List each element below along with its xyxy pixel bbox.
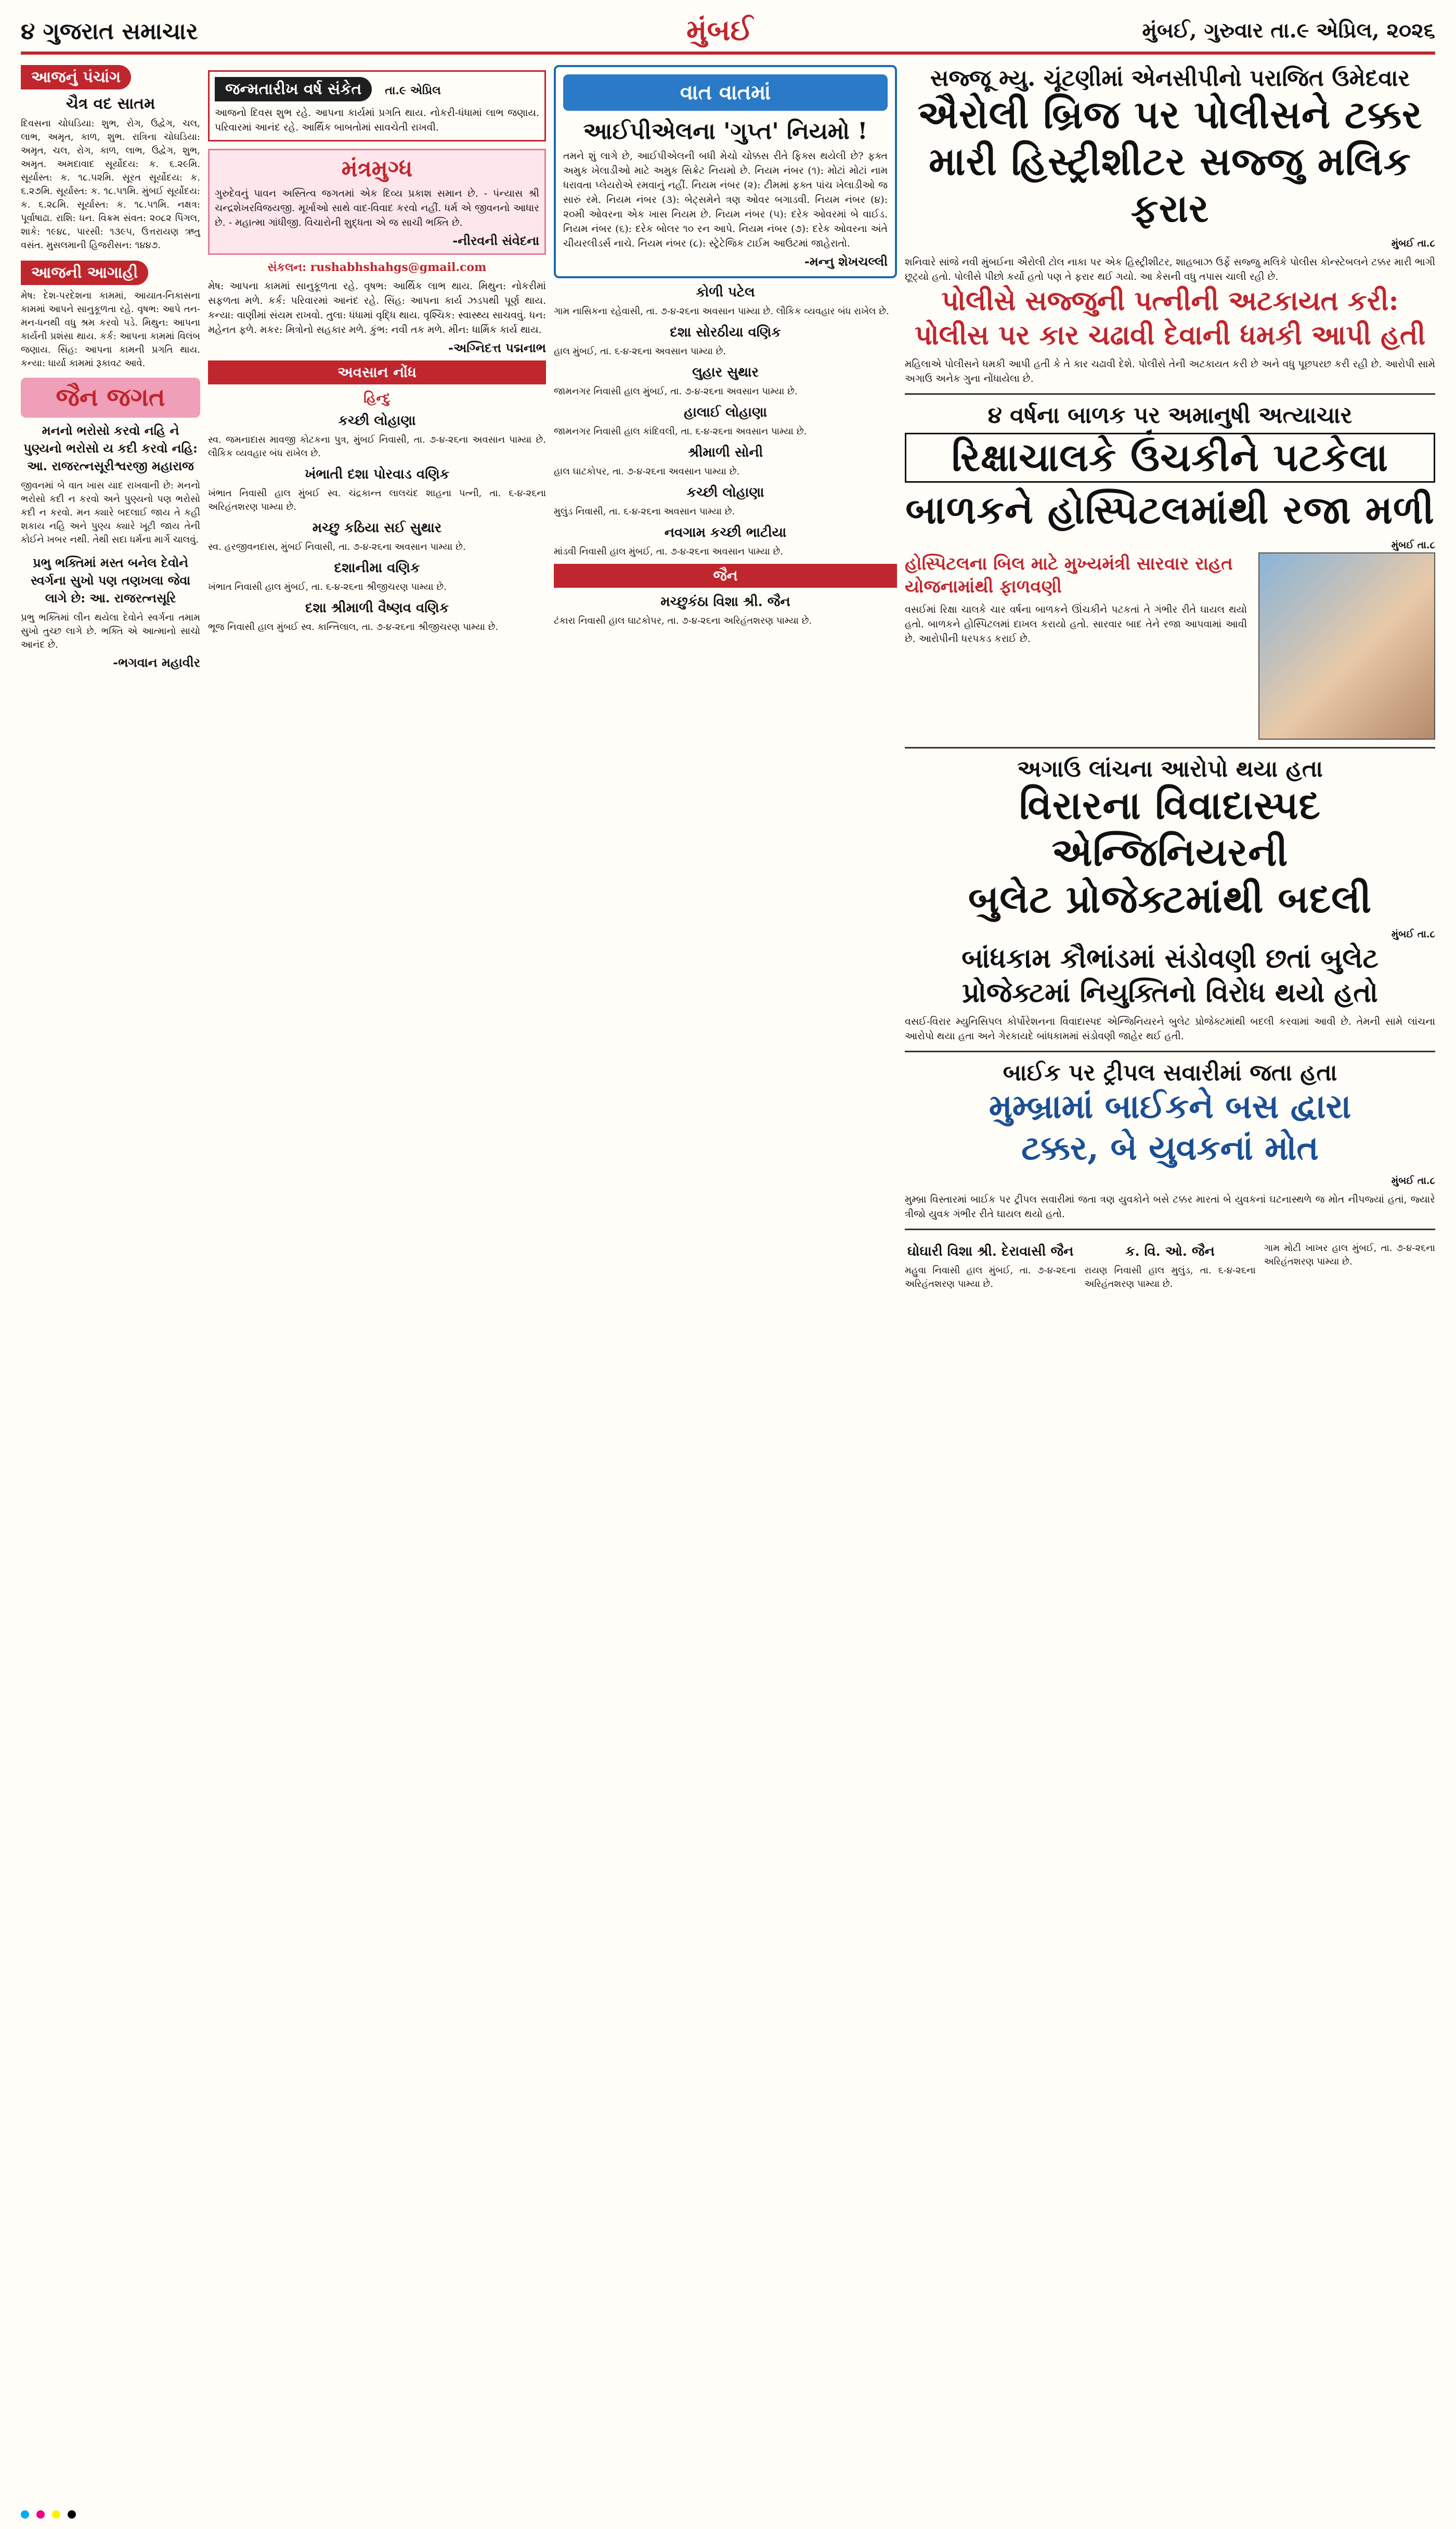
janma-text: આજનો દિવસ શુભ રહે. આપના કાર્યમાં પ્રગતિ થાય. નોકરી-ધંધામાં લાભ જણાય. પરિવારમાં આનંદ રહે. આર્થિક બાબતોમાં સાવચેતી રાખવી. <box>215 107 539 133</box>
obit-head-12: નવગામ કચ્છી ભાટીયા <box>664 525 787 540</box>
janma-tab: જન્મતારીખ વર્ષ સંકેત <box>215 77 372 101</box>
obit-text-12: માંડવી નિવાસી હાલ મુંબઈ, તા. ૭-૪-૨૬ના અવસાન પામ્યા છે. <box>554 546 784 557</box>
obit-head-5: દશા શ્રીમાળી વૈષ્ણવ વણિક <box>305 600 449 616</box>
kicker-1: સજ્જૂ મ્યુ. ચૂંટણીમાં એનસીપીનો પરાજિત ઉમેદવાર <box>930 65 1410 92</box>
agahi-tab: આજની આગાહી <box>21 261 148 285</box>
vat-text: તમને શું લાગે છે, આઈપીએલની બધી મેચો ચોક્કસ રીતે ફિક્સ થયેલી છે? ફક્ત અમુક ખેલાડીઓ માટે અમુક સિક્રેટ નિયમો છે. નિયમ નંબર (૧): મોટાં મોટાં નામ ધરાવતા પ્લેયરોએ રમવાનું નહીં. નિયમ નંબર (૨): ટીમમાં ફક્ત પાંચ ખેલાડીઓ જ સારું રમે. નિયમ નંબર (૩): બેટ્સમેને ત્રણ ઓવર બગાડવી. નિયમ નંબર (૪): ૨૦મી ઓવરના એક ખાસ નિયમ છે. નિયમ નંબર (૫): દરેક ઓવરમાં બે વાઈડ. નિયમ નંબર (૬): દરેક બોલર ૧૦ રન આપે. નિયમ નંબર (૭): દરેક ઓવરના અંતે ચીયરલીડર્સ નાચે. નિયમ નંબર (૮): સ્ટ્રેટેજિક ટાઈમ આઉટમાં જાહેરાતો. <box>563 150 888 249</box>
obit-row <box>905 1237 1435 1291</box>
child-photo <box>1258 552 1435 740</box>
obit-head-4: દશાનીમા વણિક <box>334 560 420 576</box>
divider-2 <box>905 747 1435 749</box>
vat-headline: આઈપીએલના 'ગુપ્ત' નિયમો ! <box>583 118 868 145</box>
column-news <box>905 65 1435 2498</box>
obit-text-8: જામનગર નિવાસી હાલ મુંબઈ, તા. ૭-૪-૨૬ના અવસાન પામ્યા છે. <box>554 386 798 397</box>
obit-text-2: ખંભાત નિવાસી હાલ મુંબઈ સ્વ. ચંદ્રકાન્ત લાલચંદ શાહના પત્ની, તા. ૬-૪-૨૬ના અરિહંતશરણ પામ્યા છે. <box>208 488 546 512</box>
magenta-mark <box>36 2510 45 2519</box>
story-1b: મહિલાએ પોલીસને ધમકી આપી હતી કે તે કાર ચઢાવી દેશે. પોલીસે તેની અટકાયત કરી છે અને વધુ પૂછપરછ કરી રહી છે. આરોપી સામે અગાઉ અનેક ગુના નોંધાયેલા છે. <box>905 358 1435 384</box>
masthead <box>21 13 1435 55</box>
jain-text-2: પ્રભુ ભક્તિમાં લીન થયેલા દેવોને સ્વર્ગના તમામ સુખો તુચ્છ લાગે છે. ભક્તિ એ આત્માનો સાચો આનંદ છે. <box>21 612 200 650</box>
column-horoscope <box>208 65 546 2498</box>
jain-text: જીવનમાં બે વાત ખાસ યાદ રાખવાની છે: મનનો ભરોસો કદી ન કરવો અને પુણ્યનો પણ ભરોસો કદી ન કરવો. મન ક્યારે બદલાઈ જાય તે કહી શકાય નહિ અને પુણ્ય ક્યારે ખૂટી જાય તેની કોઈને ખબર નથી. તેથી સદા ધર્મના માર્ગે ચાલવું. <box>21 480 200 545</box>
janma-date: તા.૯ એપ્રિલ <box>385 84 441 97</box>
obit-head-13: મચ્છુકંઠા વિશા શ્રી. જૈન <box>660 594 790 610</box>
obit-text-16: ગામ મોટી ખાખર હાલ મુંબઈ, તા. ૭-૪-૨૬ના અરિહંતશરણ પામ્યા છે. <box>1264 1243 1435 1267</box>
obit-head-14: ઘોઘારી વિશા શ્રી. દેરાવાસી જૈન <box>907 1244 1074 1259</box>
obit-head-2: ખંભાતી દશા પોરવાડ વણિક <box>304 467 450 482</box>
obit-text-11: મુલુંડ નિવાસી, તા. ૬-૪-૨૬ના અવસાન પામ્યા છે. <box>554 506 735 517</box>
agahi-text: મેષ: દેશ-પરદેશના કામમાં, આયાત-નિકાસના કામમાં આપને સાનુકૂળતા રહે. વૃષભ: આપે તન-મન-ધનથી વધુ શ્રમ કરવો પડે. મિથુન: આપના કાર્યની પ્રશંસા થાય. કર્ક: આપના કામમાં વિલંબ જણાય. સિંહ: આપના કામની પ્રગતિ થાય. કન્યા: ધાર્યા કામમાં રૂકાવટ આવે. <box>21 290 200 369</box>
headline-3-line-1: વિરારના વિવાદાસ્પદ એન્જિનિયરની <box>1019 783 1321 875</box>
obit-head-8: લુહાર સુથાર <box>692 365 759 380</box>
vat-vatma-banner: વાત વાતમાં <box>563 74 888 111</box>
dateline-3: મુંબઈ તા.૮ <box>1391 928 1435 940</box>
jain-headline: મનનો ભરોસો કરવો નહિ ને પુણ્યનો ભરોસો ય કદી કરવો નહિ: આ. રાજરત્નસૂરીશ્વરજી મહારાજ <box>23 423 198 473</box>
obit-text-10: હાલ ઘાટકોપર, તા. ૭-૪-૨૬ના અવસાન પામ્યા છે. <box>554 466 740 477</box>
panchang-text: દિવસના ચોઘડિયા: શુભ, રોગ, ઉદ્વેગ, ચલ, લાભ, અમૃત, કાળ, શુભ. રાત્રિના ચોઘડિયા: અમૃત, ચલ, રોગ, કાળ, લાભ, ઉદ્વેગ, શુભ, અમૃત. અમદાવાદ સૂર્યોદય: ક. ૬.૨૯મિ. સૂર્યાસ્ત: ક. ૧૮.૫૨મિ. સૂરત સૂર્યોદય: ક. ૬.૨૭મિ. સૂર્યાસ્ત: ક. ૧૮.૫૧મિ. મુંબઈ સૂર્યોદય: ક. ૬.૨૮મિ. સૂર્યાસ્ત: ક. ૧૮.૫૧મિ. નક્ષત્ર: પૂર્વાષાઢા. રાશિ: ધન. વિક્રમ સંવત: ૨૦૮૨ પિંગલ, શાકે: ૧૯૪૮, પારસી: ૧૩૯૫, ઉત્તરાયણ ઋતુ વસંત. મુસલમાની હિજરીસન: ૧૪૪૭. <box>21 118 200 251</box>
mantra-title: મંત્રમુગ્ધ <box>341 156 413 182</box>
print-registration-marks <box>21 2510 1435 2519</box>
jain-signature: -ભગવાન મહાવીર <box>113 655 200 670</box>
obit-text-6: ગામ નાસિકના રહેવાસી, તા. ૭-૪-૨૬ના અવસાન પામ્યા છે. લૌકિક વ્યવહાર બંધ રાખેલ છે. <box>554 306 889 317</box>
story-4: મુમ્બ્રા વિસ્તારમાં બાઈક પર ટ્રીપલ સવારીમાં જતા ત્રણ યુવકોને બસે ટક્કર મારતાં બે યુવકનાં ઘટનાસ્થળે જ મોત નીપજ્યાં હતાં, જ્યારે ત્રીજો યુવક ગંભીર રીતે ઘાયલ થયો હતો. <box>905 1194 1435 1220</box>
obit-head-11: કચ્છી લોહાણા <box>686 485 764 500</box>
dateline-2: મુંબઈ તા.૮ <box>1391 539 1435 551</box>
story-2-block <box>905 552 1435 740</box>
obit-head-3: મચ્છુ કઠિયા સઈ સુથાર <box>312 520 442 536</box>
story-1: શનિવારે સાંજે નવી મુંબઈના ઐરોલી ટોલ નાકા પર એક હિસ્ટ્રીશીટર, શાહબાઝ ઉર્ફે સજ્જુ મલિકે પોલીસ કોન્સ્ટેબલને ટક્કર મારી ભાગી છૂટ્યો હતો. પોલીસે પીછો કર્યો હતો પણ તે ફરાર થઈ ગયો. આ કેસની વધુ તપાસ ચાલી રહી છે. <box>905 256 1435 282</box>
kicker-4: બાઈક પર ટ્રીપલ સવારીમાં જતા હતા <box>1003 1060 1337 1086</box>
obit-head-7: દશા સોરઠીયા વણિક <box>670 325 781 340</box>
mantra-text: ગુરુદેવનું પાવન અસ્તિત્વ જગતમાં એક દિવ્ય પ્રકાશ સમાન છે. - પંન્યાસ શ્રી ચન્દ્રશેખરવિજયજી. મૂર્ખાઓ સાથે વાદ-વિવાદ કરવો નહીં. ધર્મ એ જીવનનો આધાર છે. - મહાત્મા ગાંધીજી. વિચારોની શુદ્ધતા એ જ સાચી ભક્તિ છે. <box>215 188 539 228</box>
headline-1-line-2: મારી હિસ્ટ્રીશીટર સજ્જુ મલિક ફરાર <box>929 139 1411 231</box>
jain-headline-2: પ્રભુ ભક્તિમાં મસ્ત બનેલ દેવોને સ્વર્ગના સુખો પણ તણખલા જેવા લાગે છે: આ. રાજરત્નસૂરિ <box>30 555 191 605</box>
mantra-signature: -નીરવની સંવેદના <box>452 233 539 248</box>
yellow-mark <box>52 2510 60 2519</box>
obit-head-9: હાલાઈ લોહાણા <box>683 405 768 420</box>
headline-2-line-2: બાળકને હોસ્પિટલમાંથી રજા મળી <box>905 488 1435 533</box>
divider-3 <box>905 1051 1435 1052</box>
column-panchang <box>21 65 200 2498</box>
panchang-tab: આજનું પંચાંગ <box>21 65 131 89</box>
obit-text-13: ટંકારા નિવાસી હાલ ઘાટકોપર, તા. ૭-૪-૨૬ના અરિહંતશરણ પામ્યા છે. <box>554 615 812 626</box>
dateline-4: મુંબઈ તા.૮ <box>1391 1175 1435 1186</box>
headline-4-line-1: મુમ્બ્રામાં બાઈકને બસ દ્વારા <box>989 1087 1351 1126</box>
page-number-title: ૪ ગુજરાત સમાચાર <box>21 18 198 45</box>
divider-1 <box>905 393 1435 395</box>
column-vat-vatma <box>554 65 897 2498</box>
obit-text-5: ભૂજ નિવાસી હાલ મુંબઈ સ્વ. કાન્તિલાલ, તા. ૭-૪-૨૬ના શ્રીજીચરણ પામ્યા છે. <box>208 622 499 633</box>
story-3: વસઈ-વિરાર મ્યુનિસિપલ કોર્પોરેશનના વિવાદાસ્પદ એન્જિનિયરને બુલેટ પ્રોજેક્ટમાંથી બદલી કરવામાં આવી છે. તેમની સામે લાંચના આરોપો થયા હતા અને ગેરકાયદે બાંધકામમાં સંડોવણી જાહેર થઈ હતી. <box>905 1016 1435 1042</box>
obit-text-1: સ્વ. જમનાદાસ માવજી કોટકના પુત્ર, મુંબઈ નિવાસી, તા. ૭-૪-૨૬ના અવસાન પામ્યા છે. લૌકિક વ્યવહાર બંધ રાખેલ છે. <box>208 434 546 459</box>
jain-jagat-banner: જૈન જગત <box>21 378 200 418</box>
section-title: મુંબઈ <box>686 13 753 47</box>
page-date: મુંબઈ, ગુરુવાર તા.૯ એપ્રિલ, ૨૦૨૬ <box>1142 18 1435 43</box>
obit-text-14: મહુવા નિવાસી હાલ મુંબઈ, તા. ૭-૪-૨૬ના અરિહંતશરણ પામ્યા છે. <box>905 1265 1076 1289</box>
headline-3-line-2: બુલેટ પ્રોજેક્ટમાંથી બદલી <box>968 877 1372 922</box>
astro-signature: -અગ્નિદત્ત પદ્મનાભ <box>448 340 546 355</box>
divider-4 <box>905 1229 1435 1230</box>
obit-text-7: હાલ મુંબઈ, તા. ૬-૪-૨૬ના અવસાન પામ્યા છે. <box>554 346 726 357</box>
kicker-3: અગાઉ લાંચના આરોપો થયા હતા <box>1017 756 1323 782</box>
subhead-2: હોસ્પિટલના બિલ માટે મુખ્યમંત્રી સારવાર રાહત યોજનામાંથી ફાળવણી <box>905 553 1233 597</box>
obit-text-15: રાયણ નિવાસી હાલ મુલુંડ, તા. ૬-૪-૨૬ના અરિહંતશરણ પામ્યા છે. <box>1084 1265 1256 1289</box>
vat-signature: -મન્નુ શેખચલ્લી <box>804 254 888 269</box>
panchang-title: ચૈત્ર વદ સાતમ <box>66 95 155 113</box>
mantra-box <box>208 149 546 255</box>
obit-head-10: શ્રીમાળી સોની <box>687 445 763 460</box>
subhead-1: પોલીસે સજ્જુની પત્નીની અટકાયત કરી: પોલીસ પર કાર ચઢાવી દેવાની ધમકી આપી હતી <box>914 285 1426 351</box>
obit-head-15: ક. વિ. ઓ. જૈન <box>1125 1244 1215 1259</box>
obit-head-6: કોળી પટેલ <box>696 285 755 300</box>
dateline-1: મુંબઈ તા.૮ <box>1391 238 1435 249</box>
headline-4-line-2: ટક્કર, બે યુવકનાં મોત <box>1021 1129 1319 1168</box>
obit-text-9: જામનગર નિવાસી હાલ કાંદિવલી, તા. ૬-૪-૨૬ના અવસાન પામ્યા છે. <box>554 426 807 437</box>
obit-head-1: કચ્છી લોહાણા <box>338 413 416 429</box>
contact-email: સંકલન: rushabhshahgs@gmail.com <box>267 261 487 274</box>
headline-2-line-1: રિક્ષાચાલકે ઉંચકીને પટકેલા <box>905 433 1435 483</box>
hindu-heading: હિન્દુ <box>363 391 391 406</box>
obit-text-4: ખંભાત નિવાસી હાલ મુંબઈ, તા. ૬-૪-૨૬ના શ્રીજીચરણ પામ્યા છે. <box>208 582 447 592</box>
vat-vatma-box <box>554 65 897 278</box>
obituary-tab: અવસાન નોંધ <box>208 360 546 384</box>
obit-text-3: સ્વ. હરજીવનદાસ, મુંબઈ નિવાસી, તા. ૭-૪-૨૬ના અવસાન પામ્યા છે. <box>208 541 466 552</box>
black-mark <box>68 2510 76 2519</box>
horoscope-text: મેષ: આપના કામમાં સાનુકૂળતા રહે. વૃષભ: આર્થિક લાભ થાય. મિથુન: નોકરીમાં સફળતા મળે. કર્ક: પરિવારમાં આનંદ રહે. સિંહ: આપના કાર્ય ઝડપથી પૂર્ણ થાય. કન્યા: વાણીમાં સંયમ રાખવો. તુલા: ધંધામાં વૃદ્ધિ થાય. વૃશ્ચિક: સ્વાસ્થ્ય સાચવવું. ધન: મહેનત ફળે. મકર: મિત્રોનો સહકાર મળે. કુંભ: નવી તક મળે. મીન: ધાર્મિક કાર્ય થાય. <box>208 280 546 336</box>
headline-1-line-1: ઐરોલી બ્રિજ પર પોલીસને ટક્કર <box>917 93 1423 137</box>
story-2: વસઈમાં રિક્ષા ચાલકે ચાર વર્ષના બાળકને ઊંચકીને પટકતાં તે ગંભીર રીતે ઘાયલ થયો હતો. બાળકને હોસ્પિટલમાં દાખલ કરાયો હતો. સારવાર બાદ તેને રજા આપવામાં આવી છે. આરોપીની ધરપકડ કરાઈ છે. <box>905 604 1247 644</box>
janma-box <box>208 70 546 141</box>
kicker-2: ૪ વર્ષના બાળક પર અમાનુષી અત્યાચાર <box>987 402 1353 429</box>
subhead-3: બાંધકામ કૌભાંડમાં સંડોવણી છતાં બુલેટ પ્રોજેક્ટમાં નિયુક્તિનો વિરોધ થયો હતો <box>961 943 1379 1009</box>
cyan-mark <box>21 2510 29 2519</box>
jain-obit-heading: જૈન <box>554 564 897 588</box>
